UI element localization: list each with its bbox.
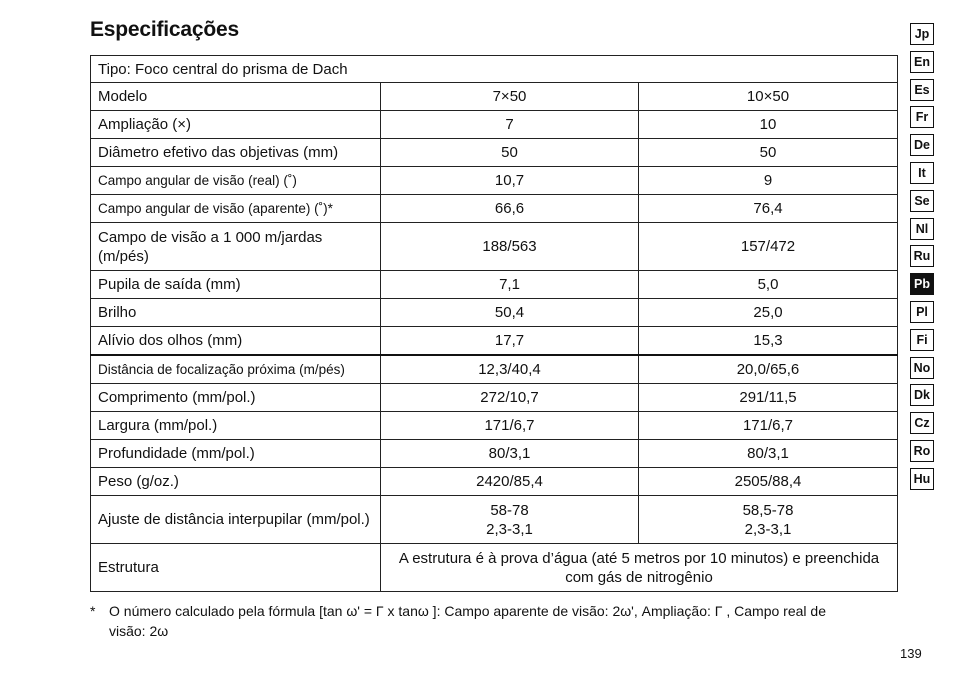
range-mm: 58-78 [490,501,529,519]
row-label: Ampliação (×) [91,111,381,139]
value-7x50: 171/6,7 [381,412,639,440]
table-row [91,327,898,355]
value-7x50: 7×50 [381,83,639,111]
row-label: Diâmetro efetivo das objetivas (mm) [91,139,381,167]
value-10x50: 25,0 [639,299,898,327]
row-label: Campo de visão a 1 000 m/jardas (m/pés) [91,223,381,271]
value-10x50: 5,0 [639,271,898,299]
row-label: Distância de focalização próxima (m/pés) [91,355,381,384]
table-row [91,468,898,496]
range-mm: 58,5-78 [742,501,794,519]
language-tab-no[interactable]: No [910,357,934,379]
language-tab-se[interactable]: Se [910,190,934,212]
language-tab-fi[interactable]: Fi [910,329,934,351]
row-label: Alívio dos olhos (mm) [91,327,381,355]
specifications-table [90,55,898,592]
language-tab-nl[interactable]: Nl [910,218,934,240]
language-tab-de[interactable]: De [910,134,934,156]
language-tab-dk[interactable]: Dk [910,384,934,406]
language-tab-es[interactable]: Es [910,79,934,101]
value-7x50: 188/563 [381,223,639,271]
value-7x50: 50 [381,139,639,167]
table-row [91,440,898,468]
table-row [91,195,898,223]
value-7x50: 50,4 [381,299,639,327]
value-7x50: 7 [381,111,639,139]
page-number: 139 [900,646,922,661]
language-tabs [910,23,936,496]
value-10x50: 10 [639,111,898,139]
value-10x50: 157/472 [639,223,898,271]
language-tab-ro[interactable]: Ro [910,440,934,462]
row-label: Ajuste de distância interpupilar (mm/pol.) [91,496,381,544]
value-10x50: 171/6,7 [639,412,898,440]
language-tab-pl[interactable]: Pl [910,301,934,323]
row-label: Profundidade (mm/pol.) [91,440,381,468]
language-tab-pb[interactable]: Pb [910,273,934,295]
table-row-structure [91,544,898,592]
table-row [91,83,898,111]
language-tab-cz[interactable]: Cz [910,412,934,434]
table-row [91,111,898,139]
table-row [91,139,898,167]
value-10x50: 76,4 [639,195,898,223]
value-7x50: 12,3/40,4 [381,355,639,384]
table-row [91,496,898,544]
row-label: Campo angular de visão (aparente) (˚)* [91,195,381,223]
value-10x50: 80/3,1 [639,440,898,468]
value-7x50: 7,1 [381,271,639,299]
value-7x50: 10,7 [381,167,639,195]
table-row [91,412,898,440]
value-7x50: 17,7 [381,327,639,355]
row-label: Pupila de saída (mm) [91,271,381,299]
table-row [91,167,898,195]
value-7x50: 80/3,1 [381,440,639,468]
value-10x50: 20,0/65,6 [639,355,898,384]
table-row [91,299,898,327]
page-title: Especificações [90,18,239,41]
table-row-type [91,56,898,83]
language-tab-ru[interactable]: Ru [910,245,934,267]
language-tab-en[interactable]: En [910,51,934,73]
table-row [91,271,898,299]
value-7x50 [381,496,639,544]
value-7x50: 66,6 [381,195,639,223]
value-10x50: 291/11,5 [639,384,898,412]
row-label: Campo angular de visão (real) (˚) [91,167,381,195]
footnote-text: O número calculado pela fórmula [tan ω' = Γ x tanω ]: Campo aparente de visão: 2ω', Ampliação: Γ , Campo real de visão: 2ω [109,603,826,639]
language-tab-fr[interactable]: Fr [910,106,934,128]
range-in: 2,3-3,1 [486,520,533,538]
row-label: Estrutura [91,544,381,592]
language-tab-hu[interactable]: Hu [910,468,934,490]
value-10x50: 10×50 [639,83,898,111]
footnote [90,601,850,641]
structure-value: A estrutura é à prova d’água (até 5 metros por 10 minutos) e preenchida com gás de nitrogênio [381,544,898,592]
row-label: Brilho [91,299,381,327]
range-in: 2,3-3,1 [744,520,792,538]
table-row [91,384,898,412]
row-label: Largura (mm/pol.) [91,412,381,440]
value-10x50: 9 [639,167,898,195]
row-label: Comprimento (mm/pol.) [91,384,381,412]
value-10x50: 2505/88,4 [639,468,898,496]
footnote-marker: * [90,603,96,619]
language-tab-it[interactable]: It [910,162,934,184]
table-row [91,223,898,271]
type-cell: Tipo: Foco central do prisma de Dach [91,56,898,83]
language-tab-jp[interactable]: Jp [910,23,934,45]
value-10x50: 50 [639,139,898,167]
table-row [91,355,898,384]
value-7x50: 2420/85,4 [381,468,639,496]
value-10x50 [639,496,898,544]
row-label: Modelo [91,83,381,111]
value-7x50: 272/10,7 [381,384,639,412]
value-10x50: 15,3 [639,327,898,355]
row-label: Peso (g/oz.) [91,468,381,496]
